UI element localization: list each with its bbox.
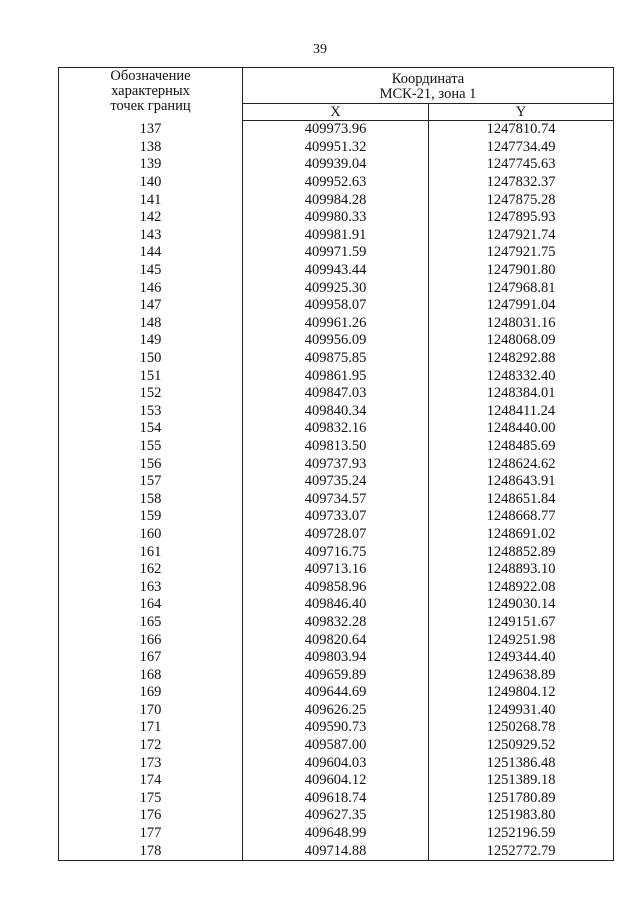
point-number-cell: 163: [59, 578, 243, 596]
point-number-cell: 143: [59, 227, 243, 245]
y-coordinate-cell: 1252772.79: [429, 842, 614, 860]
y-coordinate-cell: 1249931.40: [429, 702, 614, 720]
y-coordinate-cell: 1248332.40: [429, 367, 614, 385]
x-coordinate-cell: 409951.32: [243, 139, 429, 157]
table-row: [59, 719, 614, 737]
table-row: [59, 315, 614, 333]
point-number-cell: 174: [59, 772, 243, 790]
point-number-cell: 159: [59, 508, 243, 526]
y-coordinate-cell: 1247875.28: [429, 191, 614, 209]
y-coordinate-cell: 1248922.08: [429, 578, 614, 596]
point-number-cell: 160: [59, 526, 243, 544]
y-coordinate-cell: 1247810.74: [429, 121, 614, 139]
point-number-cell: 141: [59, 191, 243, 209]
x-coordinate-cell: 409939.04: [243, 156, 429, 174]
x-coordinate-cell: 409618.74: [243, 790, 429, 808]
y-coordinate-cell: 1247734.49: [429, 139, 614, 157]
y-coordinate-cell: 1247745.63: [429, 156, 614, 174]
table-row: [59, 578, 614, 596]
point-number-cell: 156: [59, 455, 243, 473]
point-number-cell: 169: [59, 684, 243, 702]
point-number-cell: 139: [59, 156, 243, 174]
x-coordinate-cell: 409861.95: [243, 367, 429, 385]
table-row: [59, 631, 614, 649]
x-coordinate-cell: 409956.09: [243, 332, 429, 350]
point-number-cell: 140: [59, 174, 243, 192]
point-number-cell: 145: [59, 262, 243, 280]
table-row: [59, 702, 614, 720]
point-number-cell: 167: [59, 649, 243, 667]
x-coordinate-cell: 409820.64: [243, 631, 429, 649]
x-coordinate-cell: 409716.75: [243, 543, 429, 561]
y-coordinate-cell: 1249151.67: [429, 614, 614, 632]
table-row: [59, 807, 614, 825]
y-coordinate-cell: 1247991.04: [429, 297, 614, 315]
table-row: [59, 825, 614, 843]
x-coordinate-cell: 409728.07: [243, 526, 429, 544]
x-coordinate-cell: 409971.59: [243, 244, 429, 262]
point-number-cell: 152: [59, 385, 243, 403]
point-number-cell: 150: [59, 350, 243, 368]
y-coordinate-cell: 1248440.00: [429, 420, 614, 438]
table-row: [59, 244, 614, 262]
y-coordinate-cell: 1249804.12: [429, 684, 614, 702]
x-coordinate-cell: 409984.28: [243, 191, 429, 209]
table-row: [59, 385, 614, 403]
y-coordinate-cell: 1247832.37: [429, 174, 614, 192]
point-number-cell: 153: [59, 403, 243, 421]
y-coordinate-cell: 1248643.91: [429, 473, 614, 491]
y-column-header: Y: [429, 104, 614, 121]
y-coordinate-cell: 1249251.98: [429, 631, 614, 649]
y-coordinate-cell: 1248624.62: [429, 455, 614, 473]
point-header-line-3: точек границ: [110, 98, 191, 114]
point-number-cell: 176: [59, 807, 243, 825]
y-coordinate-cell: 1248292.88: [429, 350, 614, 368]
point-number-cell: 157: [59, 473, 243, 491]
y-coordinate-cell: 1250268.78: [429, 719, 614, 737]
y-coordinate-cell: 1251983.80: [429, 807, 614, 825]
x-coordinate-cell: 409847.03: [243, 385, 429, 403]
y-coordinate-cell: 1247968.81: [429, 279, 614, 297]
table-row: [59, 420, 614, 438]
y-coordinate-cell: 1251386.48: [429, 754, 614, 772]
x-coordinate-cell: 409590.73: [243, 719, 429, 737]
table-row: [59, 473, 614, 491]
table-row: [59, 684, 614, 702]
point-number-cell: 172: [59, 737, 243, 755]
x-coordinate-cell: 409627.35: [243, 807, 429, 825]
y-coordinate-cell: 1251780.89: [429, 790, 614, 808]
point-number-cell: 158: [59, 490, 243, 508]
x-column-header: X: [243, 104, 429, 121]
table-row: [59, 332, 614, 350]
point-number-cell: 148: [59, 315, 243, 333]
coordinate-system: МСК-21, зона 1: [379, 85, 477, 102]
y-coordinate-cell: 1249030.14: [429, 596, 614, 614]
y-coordinate-cell: 1251389.18: [429, 772, 614, 790]
point-number-cell: 151: [59, 367, 243, 385]
page-number: 39: [313, 42, 327, 57]
x-coordinate-cell: 409733.07: [243, 508, 429, 526]
table-row: [59, 543, 614, 561]
y-coordinate-cell: 1247895.93: [429, 209, 614, 227]
point-number-cell: 175: [59, 790, 243, 808]
point-number-cell: 168: [59, 666, 243, 684]
y-coordinate-cell: 1248411.24: [429, 403, 614, 421]
table-row: [59, 209, 614, 227]
x-coordinate-cell: 409659.89: [243, 666, 429, 684]
x-coordinate-cell: 409604.12: [243, 772, 429, 790]
point-number-cell: 137: [59, 121, 243, 139]
x-coordinate-cell: 409734.57: [243, 490, 429, 508]
y-coordinate-cell: 1248651.84: [429, 490, 614, 508]
y-coordinate-cell: 1250929.52: [429, 737, 614, 755]
y-coordinate-cell: 1248384.01: [429, 385, 614, 403]
point-designation-header: [59, 68, 243, 121]
table-row: [59, 526, 614, 544]
table-row: [59, 490, 614, 508]
point-number-cell: 170: [59, 702, 243, 720]
table-row: [59, 596, 614, 614]
table-row: [59, 350, 614, 368]
x-coordinate-cell: 409961.26: [243, 315, 429, 333]
table-row: [59, 174, 614, 192]
x-coordinate-cell: 409813.50: [243, 438, 429, 456]
table-row: [59, 139, 614, 157]
x-coordinate-cell: 409875.85: [243, 350, 429, 368]
y-coordinate-cell: 1248485.69: [429, 438, 614, 456]
table-row: [59, 455, 614, 473]
coordinates-table: [58, 67, 614, 861]
x-coordinate-cell: 409626.25: [243, 702, 429, 720]
x-coordinate-cell: 409981.91: [243, 227, 429, 245]
point-number-cell: 149: [59, 332, 243, 350]
point-number-cell: 173: [59, 754, 243, 772]
table-row: [59, 754, 614, 772]
x-coordinate-cell: 409587.00: [243, 737, 429, 755]
point-number-cell: 178: [59, 842, 243, 860]
y-coordinate-cell: 1248691.02: [429, 526, 614, 544]
y-coordinate-cell: 1248893.10: [429, 561, 614, 579]
table-row: [59, 614, 614, 632]
point-number-cell: 171: [59, 719, 243, 737]
table-row: [59, 191, 614, 209]
x-coordinate-cell: 409832.16: [243, 420, 429, 438]
coordinate-title: Координата: [391, 70, 465, 87]
table-row: [59, 842, 614, 860]
y-coordinate-cell: 1247901.80: [429, 262, 614, 280]
table-row: [59, 772, 614, 790]
table-row: [59, 297, 614, 315]
x-coordinate-cell: 409840.34: [243, 403, 429, 421]
y-coordinate-cell: 1247921.74: [429, 227, 614, 245]
x-coordinate-cell: 409925.30: [243, 279, 429, 297]
point-number-cell: 155: [59, 438, 243, 456]
x-coordinate-cell: 409803.94: [243, 649, 429, 667]
x-coordinate-cell: 409713.16: [243, 561, 429, 579]
table-row: [59, 438, 614, 456]
y-coordinate-cell: 1249344.40: [429, 649, 614, 667]
point-header-line-2: характерных: [111, 83, 190, 99]
x-coordinate-cell: 409737.93: [243, 455, 429, 473]
table-row: [59, 737, 614, 755]
point-number-cell: 147: [59, 297, 243, 315]
table-row: [59, 279, 614, 297]
table-row: [59, 121, 614, 139]
point-number-cell: 165: [59, 614, 243, 632]
point-number-cell: 154: [59, 420, 243, 438]
point-number-cell: 144: [59, 244, 243, 262]
y-coordinate-cell: 1252196.59: [429, 825, 614, 843]
point-number-cell: 138: [59, 139, 243, 157]
x-coordinate-cell: 409973.96: [243, 121, 429, 139]
point-header-line-1: Обозначение: [110, 68, 191, 84]
point-number-cell: 161: [59, 543, 243, 561]
table-row: [59, 561, 614, 579]
table-row: [59, 649, 614, 667]
y-coordinate-cell: 1248668.77: [429, 508, 614, 526]
point-number-cell: 146: [59, 279, 243, 297]
x-coordinate-cell: 409980.33: [243, 209, 429, 227]
x-coordinate-cell: 409943.44: [243, 262, 429, 280]
x-coordinate-cell: 409714.88: [243, 842, 429, 860]
x-coordinate-cell: 409958.07: [243, 297, 429, 315]
table-row: [59, 367, 614, 385]
table-row: [59, 790, 614, 808]
y-coordinate-cell: 1247921.75: [429, 244, 614, 262]
point-number-cell: 166: [59, 631, 243, 649]
x-coordinate-cell: 409735.24: [243, 473, 429, 491]
x-coordinate-cell: 409648.99: [243, 825, 429, 843]
point-number-cell: 162: [59, 561, 243, 579]
y-coordinate-cell: 1248031.16: [429, 315, 614, 333]
table-row: [59, 403, 614, 421]
y-coordinate-cell: 1248068.09: [429, 332, 614, 350]
x-coordinate-cell: 409644.69: [243, 684, 429, 702]
x-coordinate-cell: 409846.40: [243, 596, 429, 614]
x-coordinate-cell: 409604.03: [243, 754, 429, 772]
point-number-cell: 142: [59, 209, 243, 227]
table-row: [59, 508, 614, 526]
table-row: [59, 262, 614, 280]
x-coordinate-cell: 409952.63: [243, 174, 429, 192]
table-row: [59, 156, 614, 174]
point-number-cell: 164: [59, 596, 243, 614]
y-coordinate-cell: 1249638.89: [429, 666, 614, 684]
point-number-cell: 177: [59, 825, 243, 843]
table-row: [59, 227, 614, 245]
x-coordinate-cell: 409832.28: [243, 614, 429, 632]
y-coordinate-cell: 1248852.89: [429, 543, 614, 561]
x-coordinate-cell: 409858.96: [243, 578, 429, 596]
table-row: [59, 666, 614, 684]
coordinate-header: [243, 68, 614, 104]
